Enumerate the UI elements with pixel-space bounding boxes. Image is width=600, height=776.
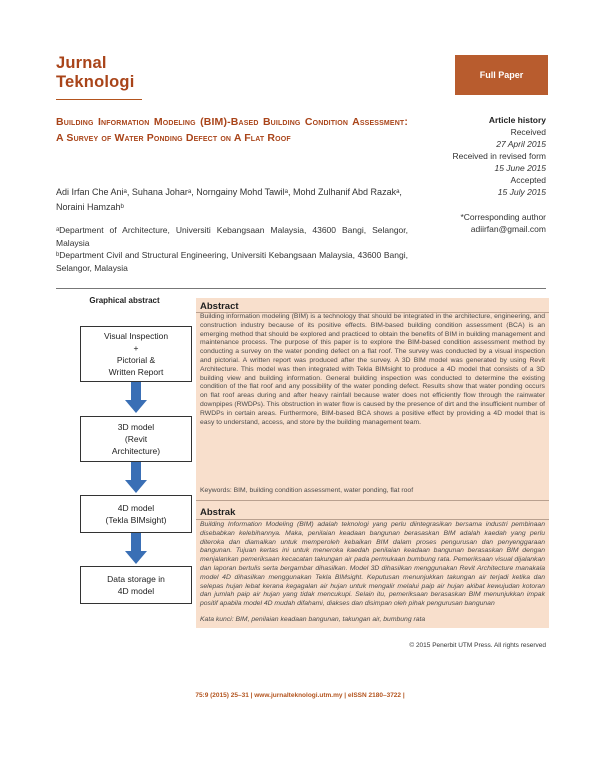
- journal-logo: [56, 54, 156, 92]
- section-divider: [56, 288, 546, 289]
- flow-box-3d-model-label: 3D model (Revit Architecture): [111, 422, 161, 456]
- copyright-notice: © 2015 Penerbit UTM Press. All rights reserved: [409, 642, 546, 649]
- page-footer: 75:9 (2015) 25–31 | www.jurnalteknologi.utm.my | eISSN 2180–3722 |: [195, 692, 405, 699]
- revised-date: 15 June 2015: [494, 163, 546, 173]
- flow-box-3d-model: [80, 416, 192, 462]
- corresponding-author-label: *Corresponding author: [460, 212, 546, 222]
- correspondence: [400, 211, 546, 235]
- journal-name-line1: Jurnal: [56, 54, 107, 72]
- paper-type-badge: Full Paper: [455, 55, 548, 95]
- article-history-heading: Article history: [488, 115, 546, 125]
- abstrak-text: Building Information Modeling (BIM) adalah teknologi yang perlu diintegrasikan bersama industri pembinaan disebabkan kelebihannya. Maka, penilaian keadaan bangunan berasaskan BIM adalah kaedah yang perlu diteroka dan diamalkan untuk memperoleh kebaikan BIM dalam proses pengurusan dan penyenggaraan bangunan. Tujuan kertas ini untuk meneroka kaedah penilaian keadaan bangunan berasaskan BIM dengan menjalankan pemeriksaan kecacatan takungan air pada permukaan bumbung rata. Pemeriksaan visual dijalankan dan laporan bertulis serta bergambar dihasilkan. Model 3D dihasilkan menggunakan Revit Architecture manakala model 4D dihasilkan menggunakan Tekla BIMsight. Keputusan menunjukkan takungan air terjadi ketika dan selepas hujan lebat kerana kegagalan air hujan untuk mengalir melalui paip air hujan akibat kewujudan kotoran dan jumlah paip air hujan yang tidak mencukupi. Selain itu, pemeriksaan berasaskan BIM menunjukkan impak positif apabila model 4D mudah difahami, diakses dan disimpan oleh pihak pengurusan bangunan: [200, 521, 545, 608]
- accepted-label: Accepted: [510, 175, 546, 185]
- abstract-heading: Abstract: [200, 301, 239, 312]
- down-arrow-icon: [124, 533, 148, 565]
- abstrak-keywords: Kata kunci: BIM, penilaian keadaan bangunan, takungan air, bumbung rata: [200, 616, 426, 623]
- affiliations: [56, 224, 408, 274]
- graphical-abstract: [56, 296, 193, 656]
- received-label: Received: [510, 127, 546, 137]
- logo-underline: [56, 99, 142, 100]
- flow-box-4d-model-label: 4D model (Tekla BIMsight): [105, 503, 167, 525]
- flow-box-inspection: [80, 326, 192, 382]
- graphical-abstract-heading: Graphical abstract: [89, 296, 160, 305]
- accepted-date: 15 July 2015: [497, 187, 546, 197]
- article-history: [410, 114, 546, 198]
- corresponding-author-email[interactable]: adiirfan@gmail.com: [470, 224, 546, 234]
- revised-label: Received in revised form: [452, 151, 546, 161]
- abstract-keywords: Keywords: BIM, building condition assessment, water ponding, flat roof: [200, 487, 414, 494]
- article-title: Building Information Modeling (BIM)-Based Building Condition Assessment: A Survey of Water Ponding Defect on A Flat Roof: [56, 116, 408, 144]
- flow-box-data-storage-label: Data storage in 4D model: [107, 574, 165, 596]
- down-arrow-icon: [124, 462, 148, 494]
- down-arrow-icon: [124, 382, 148, 414]
- abstrak-heading-divider: [196, 519, 549, 520]
- flow-box-data-storage: [80, 566, 192, 604]
- flow-box-4d-model: [80, 495, 192, 533]
- journal-name-line2: Teknologi: [56, 73, 135, 91]
- affiliation-b: ᵇDepartment Civil and Structural Engineering, Universiti Kebangsaan Malaysia, 43600 Bangi, Selangor, Malaysia: [56, 250, 408, 273]
- abstract-panel: [196, 298, 549, 628]
- abstract-abstrak-divider: [196, 500, 549, 501]
- received-date: 27 April 2015: [496, 139, 546, 149]
- flow-box-inspection-label: Visual Inspection + Pictorial & Written Report: [103, 331, 169, 377]
- abstract-text: Building information modeling (BIM) is a technology that should be integrated in the architecture, engineering, and construction industry because of its positive effects. BIM-based building condition assessment (BCA) is an emerging method that should be explored and practiced to obtain the benefits of BIM in building management and maintenance process. The purpose of this paper is to explore the BIM-based condition assessment method by conducting a survey on the water ponding defect on a flat roof. The survey was conducted by a visual inspection and pictorial. A written report was produced after the survey. A 3D BIM model was generated by using Revit Architecture. This model was then integrated with Tekla BIMsight to produce a 4D model that consists of a 3D building view and building information. General building inspection was conducted to determine the existing condition of the flat roof and any possibility of the water ponding defect. Results show that water ponding occurs on flat roof areas during and after heavy rainfall because water does not efficiently flow through the rainwater downpipes (RWDPs). This obstruction in water flow is caused by the presence of dirt and the insufficient number of RWDPs in certain areas. Furthermore, BIM-based BCA shows a positive effect by providing a 4D model that is easy to understand, access, and store by the building management team.: [200, 313, 545, 426]
- abstrak-heading: Abstrak: [200, 507, 236, 518]
- author-list: Adi Irfan Che Aniᵃ, Suhana Joharᵃ, Norngainy Mohd Tawilᵃ, Mohd Zulhanif Abd Razakᵃ, Noraini Hamzahᵇ: [56, 187, 402, 212]
- affiliation-a: ᵃDepartment of Architecture, Universiti Kebangsaan Malaysia, 43600 Bangi, Selangor, Malaysia: [56, 225, 408, 248]
